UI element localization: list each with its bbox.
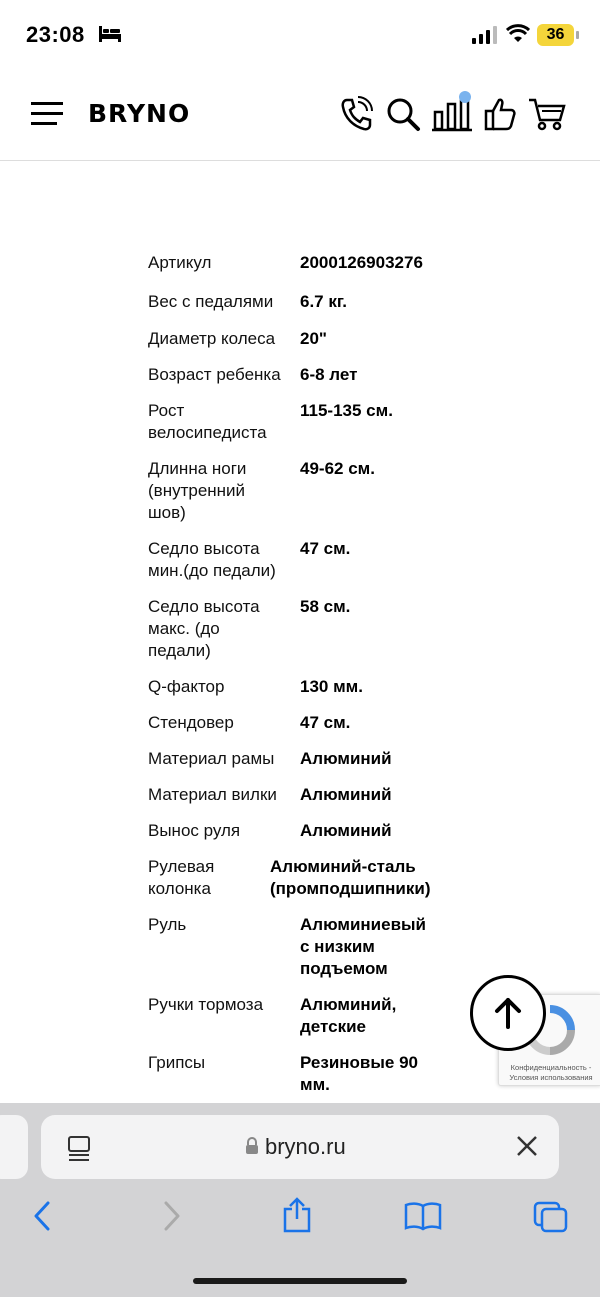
spec-value: 6-8 лет xyxy=(300,365,358,384)
tabs-icon[interactable] xyxy=(533,1201,569,1233)
status-time: 23:08 xyxy=(26,22,85,47)
bookmarks-icon[interactable] xyxy=(404,1201,442,1231)
spec-label: Диаметр колеса xyxy=(148,329,276,348)
spec-value: Алюминий-сталь (промподшипники) xyxy=(270,857,431,898)
spec-label: Седло высота макс. (до педали) xyxy=(148,597,260,660)
spec-value: Алюминий xyxy=(300,821,392,840)
spec-label: Руль xyxy=(148,915,187,934)
spec-label: Рост велосипедиста xyxy=(148,401,267,442)
previous-tab[interactable] xyxy=(0,1115,28,1179)
spec-label: Ручки тормоза xyxy=(148,995,264,1014)
spec-label: Седло высота мин.(до педали) xyxy=(148,539,276,580)
spec-value: Алюминий xyxy=(300,785,392,804)
page-menu-icon[interactable] xyxy=(67,1135,91,1161)
sleep-focus-icon xyxy=(98,24,122,44)
wifi-icon xyxy=(506,24,530,44)
spec-label: Q-фактор xyxy=(148,677,225,696)
spec-value: 2000126903276 xyxy=(300,253,423,272)
cart-icon[interactable] xyxy=(528,96,566,132)
spec-value: Алюминий xyxy=(300,749,392,768)
browser-bottom-bar xyxy=(0,1103,600,1297)
spec-value: 47 см. xyxy=(300,539,351,558)
spec-label: Грипсы xyxy=(148,1053,206,1072)
spec-label: Длинна ноги (внутренний шов) xyxy=(148,459,247,522)
spec-label: Рулевая колонка xyxy=(148,857,215,898)
lock-icon xyxy=(245,1137,259,1155)
menu-icon[interactable] xyxy=(31,102,63,126)
spec-label: Материал рамы xyxy=(148,749,275,768)
url-text[interactable]: bryno.ru xyxy=(265,1134,346,1159)
spec-value: 58 см. xyxy=(300,597,351,616)
address-bar[interactable] xyxy=(41,1115,559,1179)
share-icon[interactable] xyxy=(282,1197,312,1233)
recaptcha-privacy-terms[interactable]: Конфиденциальность - Условия использования xyxy=(509,1063,593,1082)
arrow-up-icon xyxy=(494,997,522,1029)
spec-value: 20" xyxy=(300,329,327,348)
scroll-to-top-button[interactable] xyxy=(470,975,546,1051)
search-icon[interactable] xyxy=(385,96,421,132)
spec-value: Резиновые 90 мм. xyxy=(300,1053,418,1094)
back-icon[interactable] xyxy=(32,1201,52,1231)
home-indicator xyxy=(193,1278,407,1284)
spec-value: 49-62 см. xyxy=(300,459,375,478)
phone-icon[interactable] xyxy=(339,96,373,132)
battery-cap xyxy=(576,31,579,39)
spec-label: Вынос руля xyxy=(148,821,241,840)
forward-icon[interactable] xyxy=(162,1201,182,1231)
compare-badge xyxy=(459,91,471,103)
spec-value: Алюминиевый с низким подъемом xyxy=(300,915,426,978)
spec-label: Артикул xyxy=(148,253,212,272)
status-bar xyxy=(0,0,600,70)
site-header xyxy=(0,70,600,161)
spec-value: Алюминий, детские xyxy=(300,995,397,1036)
cellular-signal-icon xyxy=(472,26,498,44)
spec-label: Вес с педалями xyxy=(148,292,274,311)
battery-level: 36 xyxy=(537,24,574,46)
spec-label: Стендовер xyxy=(148,713,234,732)
logo[interactable]: BRYNO xyxy=(88,99,191,128)
favorites-thumb-up-icon[interactable] xyxy=(484,96,518,132)
spec-value: 130 мм. xyxy=(300,677,363,696)
close-icon[interactable] xyxy=(515,1134,539,1158)
spec-label: Материал вилки xyxy=(148,785,277,804)
spec-value: 47 см. xyxy=(300,713,351,732)
spec-value: 115-135 см. xyxy=(300,401,393,420)
spec-label: Возраст ребенка xyxy=(148,365,281,384)
spec-value: 6.7 кг. xyxy=(300,292,347,311)
